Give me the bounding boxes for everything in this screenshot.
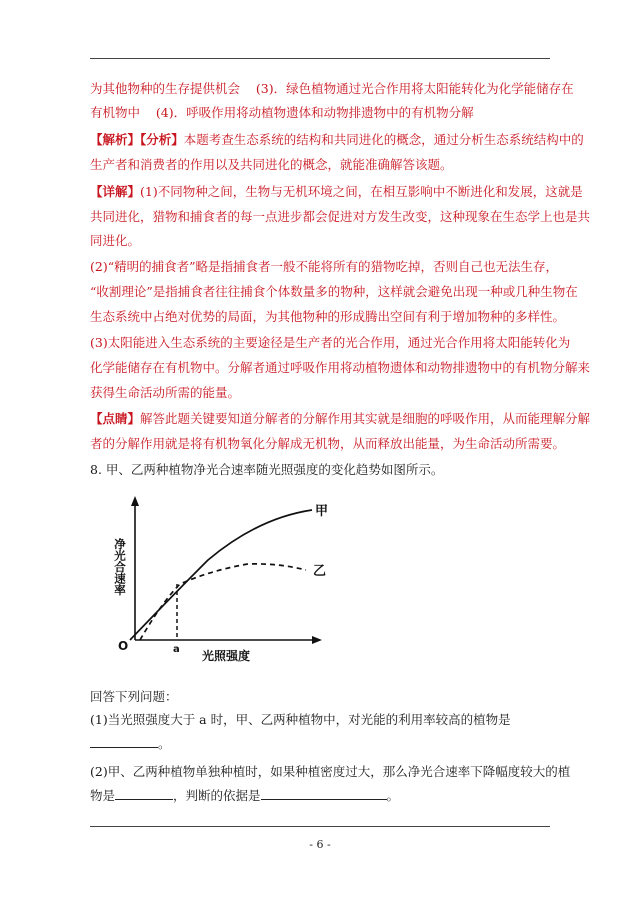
detail-p2-line-3: 生态系统中占绝对优势的局面，为其他物种的形成腾出空间有利于增加物种的多样性。 <box>90 309 566 324</box>
answer-line-1: 为其他物种的生存提供机会 (3)．绿色植物通过光合作用将太阳能转化为化学能储存在 <box>90 81 574 96</box>
analysis-line-1: 【解析】【分析】本题考查生态系统的结构和共同进化的概念，通过分析生态系统结构中的 <box>90 132 584 147</box>
question-2-line-2: 物是 ，判断的依据是 。 <box>90 788 400 803</box>
answer-prompt: 回答下列问题： <box>90 689 178 704</box>
origin-label: O <box>118 639 129 653</box>
header-rule <box>90 58 550 59</box>
question-1-line-2: 。 <box>90 735 171 753</box>
detail-line-1: 【详解】(1)不同物种之间，生物与无机环境之间，在相互影响中不断进化和发展，这就是 <box>90 184 583 199</box>
tip-line-1: 【点睛】解答此题关键要知道分解者的分解作用其实就是细胞的呼吸作用，从而能理解分解 <box>90 411 591 426</box>
series-yi-curve <box>140 564 306 640</box>
series-jia-curve <box>130 510 312 640</box>
analysis-line-2: 生产者和消费者的作用以及共同进化的概念，就能准确解答该题。 <box>90 157 453 172</box>
page-number: - 6 - <box>309 838 331 851</box>
detail-p2-line-1: (2)“精明的捕食者”略是指捕食者一般不能将所有的猎物吃掉，否则自己也无法生存， <box>90 259 558 274</box>
series-jia-label: 甲 <box>315 504 329 519</box>
tip-line-2: 者的分解作用就是将有机物氧化分解成无机物，从而释放出能量，为生命活动所需要。 <box>90 436 566 451</box>
x-axis <box>135 636 322 644</box>
detail-line-3: 同进化。 <box>90 233 141 248</box>
detail-p3-line-3: 获得生命活动所需的能量。 <box>90 385 241 400</box>
answer-blank-3[interactable] <box>261 787 387 800</box>
x-axis-label: 光照强度 <box>202 649 251 663</box>
answer-blank-1[interactable] <box>90 735 158 748</box>
series-yi-label: 乙 <box>313 564 327 579</box>
detail-p3-line-1: (3)太阳能进入生态系统的主要途径是生产者的光合作用，通过光合作用将太阳能转化为 <box>90 335 571 350</box>
question-1-line-1: (1)当光照强度大于 a 时，甲、乙两种植物中，对光能的利用率较高的植物是 <box>90 712 511 727</box>
question-2-line-1: (2)甲、乙两种植物单独种植时，如果种植密度过大，那么净光合速率下降幅度较大的植 <box>90 764 571 779</box>
detail-p2-line-2: “收割理论”是指捕食者往往捕食个体数量多的物种，这样就会避免出现一种或几种生物在 <box>90 284 578 299</box>
detail-line-2: 共同进化，猎物和捕食者的每一点进步都会促进对方发生改变，这种现象在生态学上也是共 <box>90 209 591 224</box>
y-axis <box>131 496 139 640</box>
detail-p3-line-2: 化学能储存在有机物中。分解者通过呼吸作用将动植物遗体和动物排遗物中的有机物分解来 <box>90 360 591 375</box>
answer-line-2: 有机物中 (4)．呼吸作用将动植物遗体和动物排遗物中的有机物分解 <box>90 105 474 120</box>
answer-blank-2[interactable] <box>115 787 173 800</box>
tick-a-label: a <box>173 644 180 655</box>
question-title: 8. 甲、乙两种植物净光合速率随光照强度的变化趋势如图所示。 <box>90 462 444 477</box>
footer-rule <box>90 826 550 827</box>
light-photosynthesis-chart <box>100 490 340 670</box>
y-axis-label: 净光合速率 <box>113 538 127 596</box>
